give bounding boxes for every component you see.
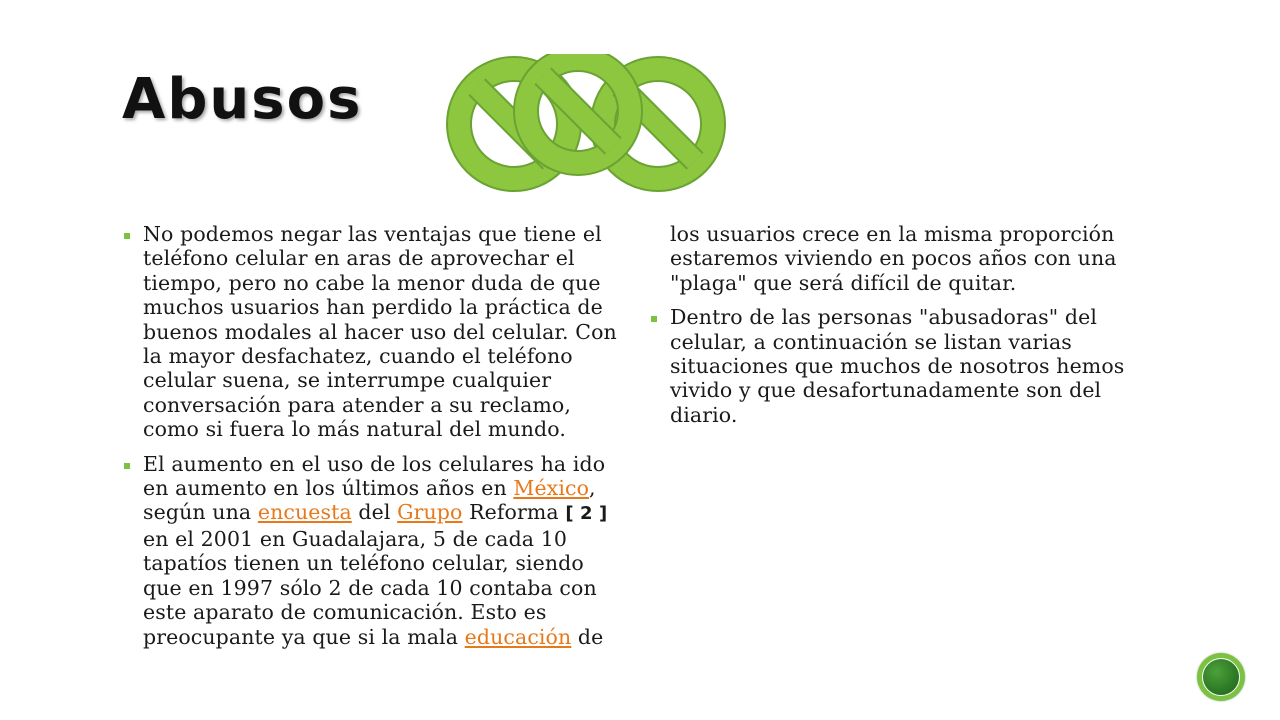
slide-body (120, 222, 1150, 652)
bullet-item-1 (120, 222, 623, 442)
bullet-text: El aumento en el uso de los celulares ha ido en aumento en los últimos años en (143, 451, 606, 501)
link-grupo[interactable]: Grupo (397, 500, 463, 525)
three-linked-no-symbols-icon (446, 54, 726, 194)
bullet-text: de los usuarios crece en la misma proporción estaremos viviendo en pocos años con una "plaga" que será difícil de quitar. (571, 222, 1117, 649)
bullet-item-3 (647, 305, 1150, 427)
bullet-text: Reforma (462, 500, 566, 525)
link-mexico[interactable]: México (513, 476, 590, 501)
bullet-text: , según una (143, 476, 596, 525)
link-encuesta[interactable]: encuesta (257, 500, 352, 525)
reference-marker: [ 2 ] (565, 503, 608, 525)
next-slide-circle-icon (1202, 658, 1240, 696)
bullet-list (120, 222, 1150, 652)
bullet-text: Dentro de las personas "abusadoras" del celular, a continuación se listan varias situaciones que muchos de nosotros hemos vivido y que desafortunadamente son del diario. (670, 305, 1125, 427)
bullet-text: del (351, 500, 398, 525)
bullet-text: en el 2001 en Guadalajara, 5 de cada 10 tapatíos tienen un teléfono celular, siendo que en 1997 sólo 2 de cada 10 contaba con este aparato de comunicación. Esto es preocupante ya que si la mala (143, 526, 597, 649)
slide-title: Abusos (122, 67, 363, 132)
bullet-text: No podemos negar las ventajas que tiene el teléfono celular en aras de aprovechar el tiempo, pero no cabe la menor duda de que muchos usuarios han perdido la práctica de buenos modales al hacer uso del celular. Con la mayor desfachatez, cuando el teléfono celular suena, se interrumpe cualquier conversación para atender a su reclamo, como si fuera lo más natural del mundo. (143, 222, 617, 442)
next-slide-button[interactable] (1197, 653, 1245, 701)
link-educacion[interactable]: educación (464, 624, 572, 649)
